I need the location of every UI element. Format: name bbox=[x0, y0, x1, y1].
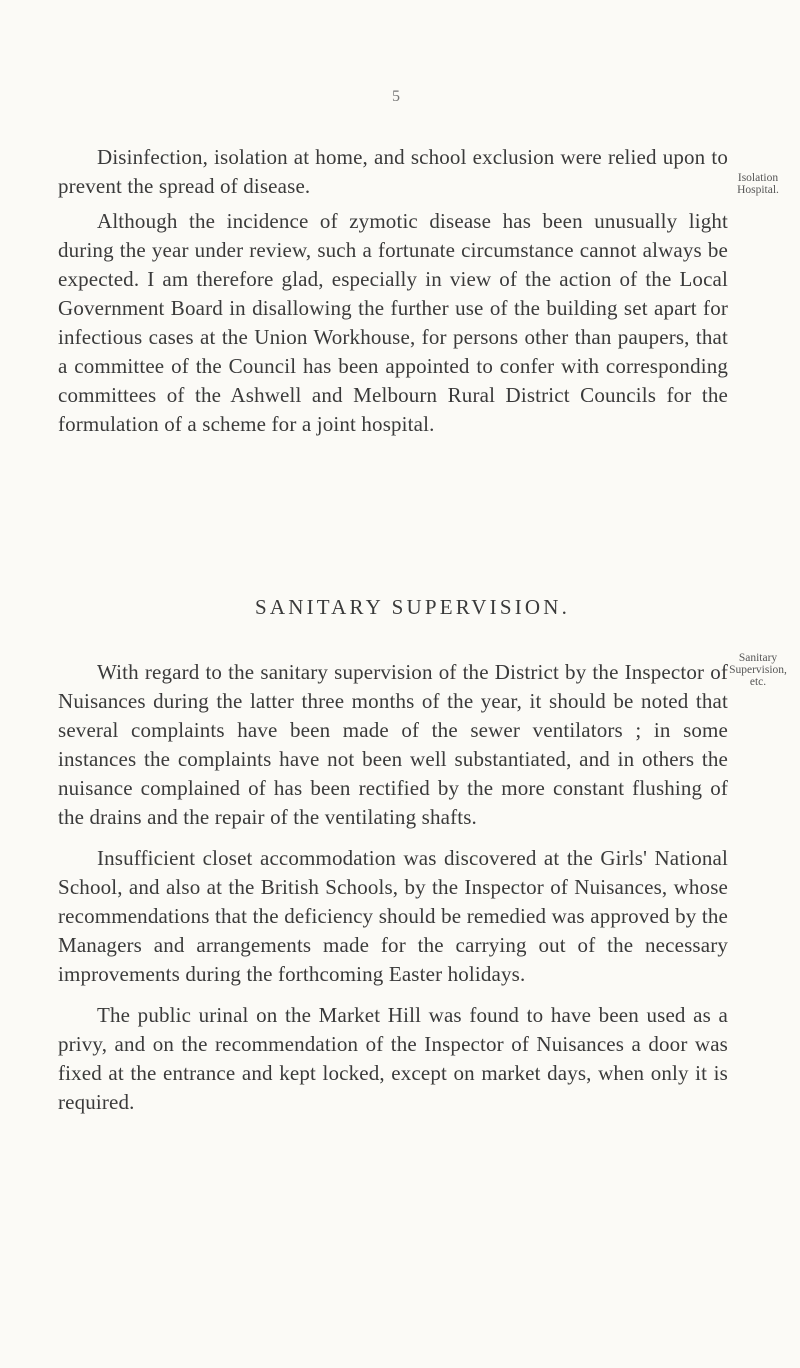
margin-note-line: etc. bbox=[749, 676, 767, 688]
margin-note-line: Supervision, bbox=[729, 664, 787, 676]
paragraph-sanitary-supervision: With regard to the sanitary supervision of the District by the Inspector of Nuisances during the latter three months of the year, it should be noted that several complaints have been made of the sewer ventilators ; in some instances the complaints have not been well substantiated, and in others the nuisance complained of has been rectified by the more constant flushing of the drains and the repair of the ventilating shafts. bbox=[58, 660, 728, 829]
margin-note-line: Hospital. bbox=[737, 184, 779, 196]
paragraph-closet-accommodation: Insufficient closet accommodation was discovered at the Girls' National School, and also at the British Schools, by the Inspector of Nuisances, whose recommendations that the deficiency should be remedied was approved by the Managers and arrangements made for the carrying out of the necessary improvements during the forthcoming Easter holidays. bbox=[58, 846, 728, 986]
margin-note-line: Isolation bbox=[737, 172, 779, 184]
section-heading-sanitary-supervision: SANITARY SUPERVISION. bbox=[255, 595, 571, 619]
paragraph-isolation-hospital: Although the incidence of zymotic disease has been unusually light during the year under review, such a fortunate circumstance cannot always be expected. I am therefore glad, especially in view of the action of the Local Government Board in disallowing the further use of the building set apart for infectious cases at the Union Workhouse, for persons other than paupers, that a committee of the Council has been appointed to confer with corresponding committees of the Ashwell and Melbourn Rural District Councils for the formulation of a scheme for a joint hospital. bbox=[58, 209, 728, 436]
margin-note-line: Sanitary bbox=[738, 652, 778, 664]
margin-note-isolation-hospital bbox=[722, 172, 794, 196]
sanitary-text-block bbox=[58, 658, 728, 1117]
paragraph-public-urinal: The public urinal on the Market Hill was found to have been used as a privy, and on the recommendation of the Inspector of Nuisances a door was fixed at the entrance and kept locked, except on market days, when only it is required. bbox=[58, 1003, 728, 1114]
margin-note-sanitary-supervision bbox=[722, 652, 794, 688]
paragraph-disinfection: Disinfection, isolation at home, and school exclusion were relied upon to prevent the spread of disease. bbox=[58, 145, 728, 198]
intro-text-block bbox=[58, 143, 728, 439]
page-number: 5 bbox=[392, 88, 400, 105]
